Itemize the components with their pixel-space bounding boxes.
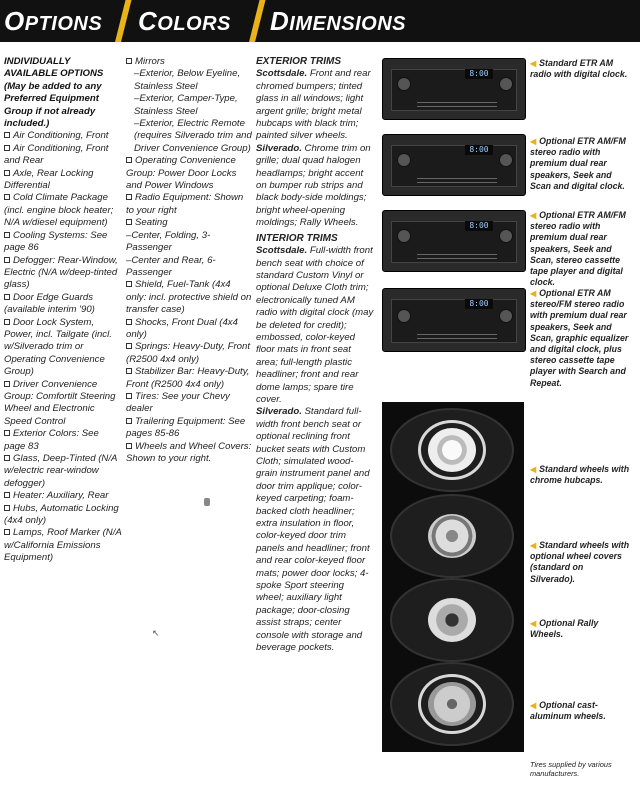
- arrow-icon: ◀: [530, 465, 537, 474]
- list-item-text: Shocks, Front Dual (4x4 only): [126, 316, 238, 340]
- options-heading: INDIVIDUALLY AVAILABLE OPTIONS: [4, 56, 104, 80]
- checkbox-icon: [4, 132, 10, 138]
- list-item-text: Trailering Equipment: See pages 85-86: [126, 415, 246, 440]
- list-item: [126, 391, 252, 416]
- radio-image-3: [382, 210, 526, 272]
- list-item: [4, 130, 122, 142]
- checkbox-icon: [4, 257, 10, 263]
- checkbox-icon: [4, 505, 10, 511]
- list-item: [126, 230, 252, 255]
- arrow-icon: ◀: [530, 541, 537, 550]
- list-item: [134, 68, 252, 93]
- checkbox-icon: [4, 145, 10, 151]
- options-column-2: [126, 56, 252, 465]
- exterior-scottsdale: Scottsdale. Front and rear chromed bumpers; tinted glass in all windows; light argent grille; bright metal hubcaps with black trim; painted silver wheels.: [256, 68, 371, 142]
- radio-knob: [397, 153, 411, 167]
- radio-knob: [397, 77, 411, 91]
- radio-display: 8:00: [465, 299, 493, 309]
- list-item-text: –Exterior, Camper-Type, Stainless Steel: [134, 93, 238, 117]
- arrow-icon: ◀: [530, 211, 537, 220]
- list-item-text: Defogger: Rear-Window, Electric (N/A w/deep-tinted glass): [4, 254, 118, 291]
- list-item: [4, 379, 122, 429]
- options-subheading: (May be added to any Preferred Equipment Group if not already included.): [4, 80, 102, 130]
- list-item: [126, 255, 252, 280]
- wheel-caption-3: ◀ Optional Rally Wheels.: [530, 618, 599, 640]
- radio-image-1: [382, 58, 526, 120]
- checkbox-icon: [126, 418, 132, 424]
- list-item-text: Hubs, Automatic Locking (4x4 only): [4, 502, 119, 527]
- radio-display: 8:00: [465, 145, 493, 155]
- arrow-icon: ◀: [530, 137, 537, 146]
- list-item-text: Cold Climate Package (incl. engine block heater; N/A w/diesel equipment): [4, 192, 114, 229]
- list-item-text: Shield, Fuel-Tank (4x4 only: incl. protective shield on transfer case): [126, 279, 252, 316]
- list-item-text: –Exterior, Electric Remote (requires Silverado trim and Driver Convenience Group): [134, 118, 252, 154]
- arrow-icon: ◀: [530, 701, 537, 710]
- list-item: [126, 341, 252, 366]
- divider-slash: [114, 0, 133, 42]
- checkbox-icon: [4, 294, 10, 300]
- interior-scottsdale: Scottsdale. Full-width front bench seat with choice of standard Custom Vinyl or optional Deluxe Cloth trim; electronically tuned AM radio with digital clock (may be deleted for credit); embossed, color-keyed floor mats in front seat area; full-length plastic headliner; front and rear dome lamps; spare tire cover.: [256, 245, 374, 405]
- wheel-cast-aluminum: [390, 662, 514, 746]
- list-item: [4, 192, 122, 229]
- radio-knob: [499, 229, 513, 243]
- radio-caption-4: ◀ Optional ETR AM stereo/FM stereo radio with premium dual rear speakers, Seek and Scan, graphic equalizer and digital clock, plus stereo cassette tape player with Search and Repeat.: [530, 288, 629, 388]
- list-item-text: Exterior Colors: See page 83: [4, 428, 99, 452]
- list-item: [4, 168, 122, 193]
- list-item-text: Driver Convenience Group: Comfortilt Steering Wheel and Electronic Speed Control: [4, 378, 116, 427]
- radio-knob: [397, 229, 411, 243]
- options-column-1: [4, 56, 122, 565]
- interior-trims-heading: INTERIOR TRIMS: [256, 232, 338, 244]
- checkbox-icon: [126, 58, 132, 64]
- cursor-icon: ↖: [152, 628, 160, 638]
- list-item-text: Door Lock System, Power, incl. Tailgate (incl. w/Silverado trim or Operating Convenience Group): [4, 316, 112, 378]
- list-item-text: Axle, Rear Locking Differential: [4, 167, 94, 192]
- radio-display: 8:00: [465, 69, 493, 79]
- radio-display: 8:00: [465, 221, 493, 231]
- checkbox-icon: [4, 194, 10, 200]
- list-item-text: –Exterior, Below Eyeline, Stainless Steel: [134, 68, 241, 92]
- tires-footnote: Tires supplied by various manufacturers.: [530, 760, 612, 778]
- divider-slash: [248, 0, 267, 42]
- list-item-text: –Center and Rear, 6-Passenger: [126, 254, 216, 278]
- arrow-icon: ◀: [530, 59, 537, 68]
- list-item: [4, 490, 122, 502]
- scan-smudge: [204, 498, 210, 506]
- list-item-text: Air Conditioning, Front: [13, 130, 109, 142]
- checkbox-icon: [4, 381, 10, 387]
- radio-knob: [499, 309, 513, 323]
- checkbox-icon: [126, 157, 132, 163]
- checkbox-icon: [126, 443, 132, 449]
- radio-knob: [499, 153, 513, 167]
- interior-silverado: Silverado. Standard full-width front bench seat or optional reclining front bucket seats with Custom Cloth; simulated wood-grain instrument panel and door trim applique; color-keyed carpeting; foam-backed cloth headliner; extra insulation in floor, color-keyed door trim panels and headliner; front and rear color-keyed floor mats; power door locks; 4-spoke Sport steering wheel; auxiliary light package; door-closing assist straps; center console with storage and beverage pockets.: [256, 406, 370, 654]
- radio-knob: [499, 77, 513, 91]
- list-item: [4, 453, 122, 490]
- checkbox-icon: [4, 232, 10, 238]
- list-item: [4, 143, 122, 168]
- section-header-bar: [0, 0, 640, 42]
- radio-caption-3: ◀ Optional ETR AM/FM stereo radio with premium dual rear speakers, Seek and Scan, stereo cassette tape player and digital clock.: [530, 210, 626, 288]
- list-item: [4, 527, 122, 564]
- list-item-text: Springs: Heavy-Duty, Front (R2500 4x4 only): [126, 341, 250, 365]
- checkbox-icon: [126, 393, 132, 399]
- checkbox-icon: [126, 368, 132, 374]
- list-item-text: Stabilizer Bar: Heavy-Duty, Front (R2500 4x4 only): [126, 366, 250, 390]
- list-item: Mirrors: [126, 56, 252, 68]
- wheel-cover: [390, 494, 514, 578]
- radio-image-4: [382, 288, 526, 352]
- options-list: [126, 279, 252, 465]
- list-item: [126, 317, 252, 342]
- list-item: [126, 279, 252, 316]
- checkbox-icon: [4, 455, 10, 461]
- arrow-icon: ◀: [530, 619, 537, 628]
- checkbox-icon: [4, 492, 10, 498]
- list-item-text: Air Conditioning, Front and Rear: [4, 142, 109, 167]
- checkbox-icon: [4, 529, 10, 535]
- options-list: [126, 155, 252, 217]
- list-item-text: –Center, Folding, 3-Passenger: [126, 229, 211, 254]
- list-item: [126, 366, 252, 391]
- checkbox-icon: [4, 319, 10, 325]
- wheel-hubcap: [390, 408, 514, 492]
- list-item-text: Cooling Systems: See page 86: [4, 229, 108, 254]
- list-item: [134, 93, 252, 118]
- list-item: [4, 317, 122, 379]
- list-item: [126, 155, 252, 192]
- tab-colors: COLORS: [138, 6, 231, 36]
- trims-column: [256, 56, 374, 655]
- list-item: [126, 192, 252, 217]
- list-item-text: Door Edge Guards (available interim '90): [4, 291, 95, 316]
- list-item-text: Radio Equipment: Shown to your right: [126, 192, 244, 216]
- list-item-text: Wheels and Wheel Covers: Shown to your right.: [126, 440, 252, 464]
- checkbox-icon: [126, 343, 132, 349]
- list-item: [126, 416, 252, 441]
- wheel-rally: [390, 578, 514, 662]
- tab-dimensions: DIMENSIONS: [270, 6, 407, 36]
- list-item-text: Glass, Deep-Tinted (N/A w/electric rear-window defogger): [4, 453, 118, 489]
- mirror-sublist: [126, 68, 252, 155]
- exterior-trims-heading: EXTERIOR TRIMS: [256, 56, 342, 67]
- checkbox-icon: [126, 219, 132, 225]
- radio-image-2: [382, 134, 526, 196]
- radio-caption-2: ◀ Optional ETR AM/FM stereo radio with premium dual rear speakers, Seek and Scan and digital clock.: [530, 136, 626, 191]
- list-item-text: Tires: See your Chevy dealer: [126, 390, 230, 415]
- checkbox-icon: [4, 430, 10, 436]
- wheel-caption-2: ◀ Standard wheels with optional wheel covers (standard on Silverado).: [530, 540, 630, 584]
- list-item: [4, 230, 122, 255]
- wheels-image: [382, 402, 524, 752]
- list-item-text: Heater: Auxiliary, Rear: [13, 490, 109, 502]
- list-item: [4, 255, 122, 292]
- list-item: Seating: [126, 217, 252, 229]
- arrow-icon: ◀: [530, 289, 537, 298]
- radio-knob: [397, 309, 411, 323]
- checkbox-icon: [126, 281, 132, 287]
- exterior-silverado: Silverado. Chrome trim on grille; dual quad halogen headlamps; bright accent on bumper rub strips and black body-side moldings; bright wheel-opening moldings; Rally Wheels.: [256, 142, 371, 229]
- options-list: [4, 130, 122, 564]
- list-item: [4, 292, 122, 317]
- radio-caption-1: ◀ Standard ETR AM radio with digital clock.: [530, 58, 628, 80]
- list-item: [4, 428, 122, 453]
- list-item: [4, 503, 122, 528]
- wheel-caption-1: ◀ Standard wheels with chrome hubcaps.: [530, 464, 630, 486]
- list-item-text: Operating Convenience Group: Power Door Locks and Power Windows: [126, 155, 237, 192]
- tab-options: OPTIONS: [4, 6, 103, 36]
- checkbox-icon: [126, 194, 132, 200]
- list-item: [134, 118, 252, 155]
- checkbox-icon: [126, 319, 132, 325]
- checkbox-icon: [4, 170, 10, 176]
- seating-sublist: [126, 230, 252, 280]
- list-item-text: Lamps, Roof Marker (N/A w/California Emissions Equipment): [4, 527, 122, 564]
- list-item: [126, 441, 252, 466]
- wheel-caption-4: ◀ Optional cast-aluminum wheels.: [530, 700, 606, 722]
